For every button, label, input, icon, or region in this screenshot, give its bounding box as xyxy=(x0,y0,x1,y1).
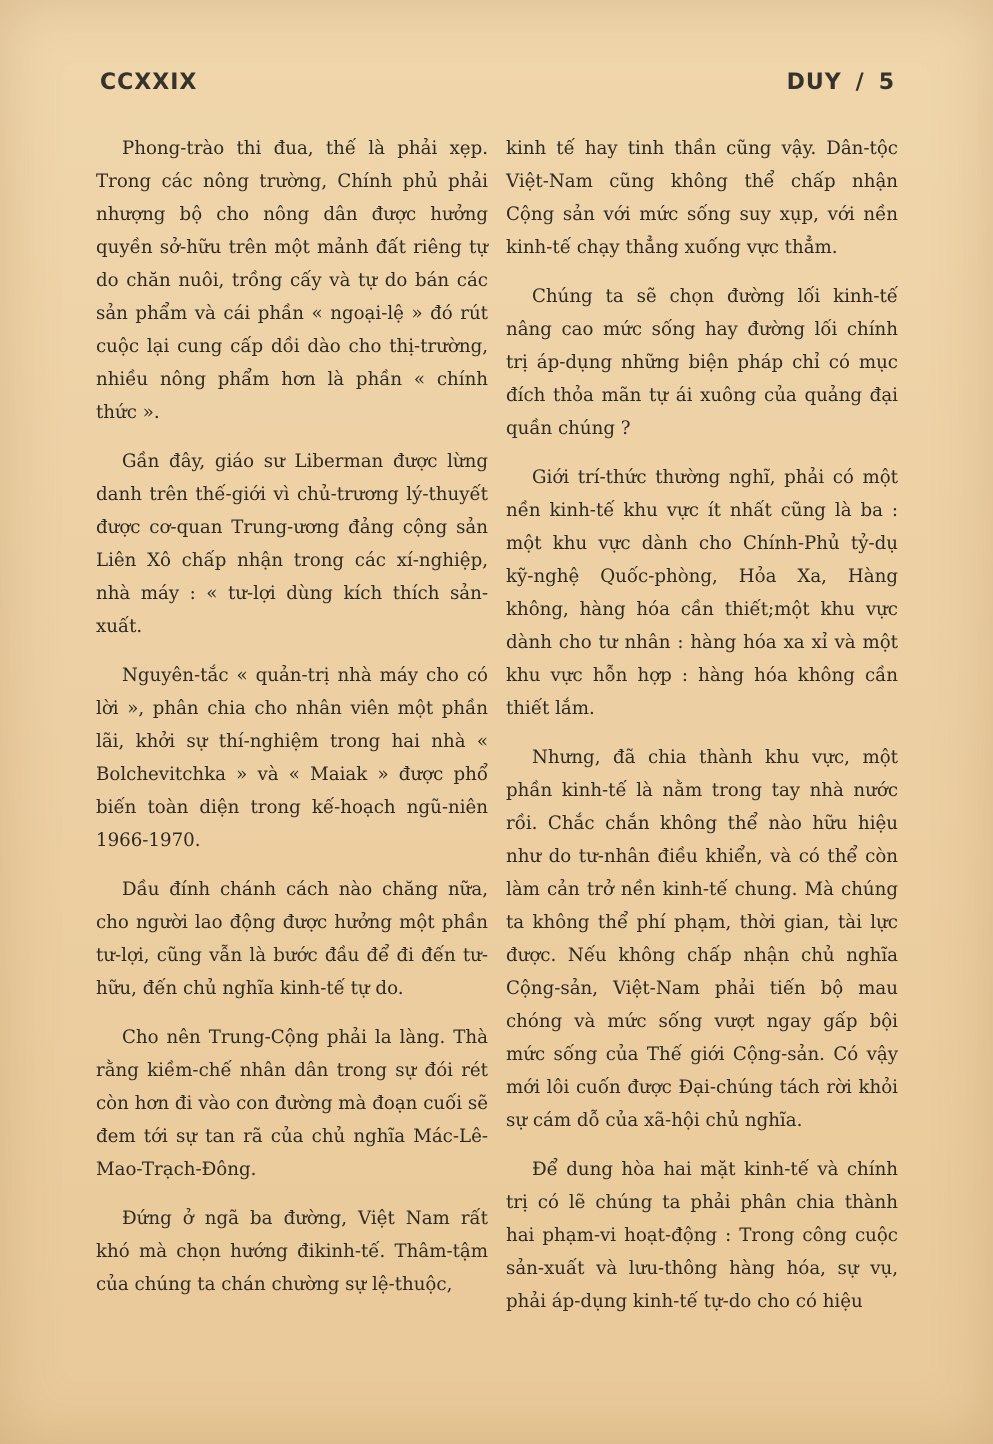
magazine-title: DUY xyxy=(786,70,842,95)
issue-number: CCXXIX xyxy=(100,70,198,95)
paragraph: Đứng ở ngã ba đường, Việt Nam rất khó mà chọn hướng đikinh-tế. Thâm-tậm của chúng ta chán chường sự lệ-thuộc, xyxy=(96,1208,488,1295)
paragraph: Gần đây, giáo sư Liberman được lừng danh trên thế-giới vì chủ-trương lý-thuyết được cơ-quan Trung-ương đảng cộng sản Liên Xô chấp nhận trong các xí-nghiệp, nhà máy : « tư-lợi dùng kích thích sản-xuất. xyxy=(96,451,488,637)
paragraph: Nguyên-tắc « quản-trị nhà máy cho có lời », phân chia cho nhân viên một phần lãi, khởi sự thí-nghiệm trong hai nhà « Bolchevitchka » và « Maiak » được phổ biến toàn diện trong kế-hoạch ngũ-niên 1966-1970. xyxy=(96,665,488,851)
right-column xyxy=(506,132,898,1334)
running-header xyxy=(100,70,895,95)
header-separator: / xyxy=(855,70,865,95)
paragraph: Dầu đính chánh cách nào chăng nữa, cho người lao động được hưởng một phần tư-lợi, cũng vẫn là bước đầu để đi đến tư-hữu, đến chủ nghĩa kinh-tế tự do. xyxy=(96,879,488,999)
page-number: 5 xyxy=(878,70,895,95)
page-number-group xyxy=(787,70,895,95)
paragraph: Giới trí-thức thường nghĩ, phải có một nền kinh-tế khu vực ít nhất cũng là ba : một khu vực dành cho Chính-Phủ tỷ-dụ kỹ-nghệ Quốc-phòng, Hỏa Xa, Hàng không, hàng hóa cần thiết;một khu vực dành cho tư nhân : hàng hóa xa xỉ và một khu vực hỗn hợp : hàng hóa không cần thiết lắm. xyxy=(506,467,898,719)
paragraph-continued: kinh tế hay tinh thần cũng vậy. Dân-tộc Việt-Nam cũng không thể chấp nhận Cộng sản với mức sống suy xụp, với nền kinh-tế chạy thẳng xuống vực thẳm. xyxy=(506,138,898,258)
left-column xyxy=(96,132,488,1317)
paragraph: Nhưng, đã chia thành khu vực, một phần kinh-tế là nằm trong tay nhà nước rồi. Chắc chắn không thể nào hữu hiệu như do tư-nhân điều khiển, và có thể còn làm cản trở nền kinh-tế chung. Mà chúng ta không thể phí phạm, thời gian, tài lực được. Nếu không chấp nhận chủ nghĩa Cộng-sản, Việt-Nam phải tiến bộ mau chóng và mức sống vượt ngay gấp bội mức sống của Thế giới Cộng-sản. Có vậy mới lôi cuốn được Đại-chúng tách rời khỏi sự cám dỗ của xã-hội chủ nghĩa. xyxy=(506,747,898,1131)
paragraph: Cho nên Trung-Cộng phải la làng. Thà rằng kiềm-chế nhân dân trong sự đói rét còn hơn đi vào con đường mà đoạn cuối sẽ đem tới sự tan rã của chủ nghĩa Mác-Lê-Mao-Trạch-Đông. xyxy=(96,1027,488,1180)
paragraph: Chúng ta sẽ chọn đường lối kinh-tế nâng cao mức sống hay đường lối chính trị áp-dụng những biện pháp chỉ có mục đích thỏa mãn tự ái xuông của quảng đại quần chúng ? xyxy=(506,286,898,439)
paragraph: Phong-trào thi đua, thế là phải xẹp. Trong các nông trường, Chính phủ phải nhượng bộ cho nông dân được hưởng quyền sở-hữu trên một mảnh đất riêng tự do chăn nuôi, trồng cấy và tự do bán các sản phẩm và cái phần « ngoại-lệ » đó rút cuộc lại cung cấp dồi dào cho thị-trường, nhiều nông phẩm hơn là phần « chính thức ». xyxy=(96,138,488,423)
paragraph: Để dung hòa hai mặt kinh-tế và chính trị có lẽ chúng ta phải phân chia thành hai phạm-vi hoạt-động : Trong công cuộc sản-xuất và lưu-thông hàng hóa, sự vụ, phải áp-dụng kinh-tế tự-do cho có hiệu xyxy=(506,1159,898,1312)
